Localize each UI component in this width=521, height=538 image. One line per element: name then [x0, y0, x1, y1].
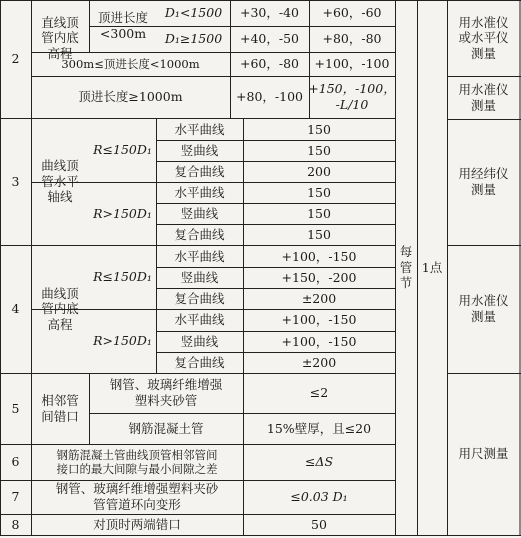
radius-condition: R≤150D₁ [93, 142, 152, 158]
tolerance-value: +30，-40 [239, 5, 299, 21]
inspection-method: 用尺测量 [458, 446, 509, 462]
length-condition: 顶进长度≥1000m [78, 89, 183, 105]
tolerance-value: +40，-50 [239, 31, 299, 47]
row-number: 2 [11, 51, 20, 67]
length-condition: 300m≤顶进长度<1000m [61, 56, 200, 71]
tolerance-value: ±200 [301, 290, 337, 306]
tolerance-value: ±200 [301, 354, 337, 370]
curve-type: 水平曲线 [174, 248, 225, 264]
curve-type: 复合曲线 [174, 226, 225, 242]
curve-type: 复合曲线 [174, 163, 225, 179]
row-number: 8 [11, 516, 20, 532]
diameter-condition: D₁<1500 [164, 5, 223, 21]
item-name: 曲线顶 管内底 高程 [41, 285, 79, 332]
row-number: 6 [11, 454, 20, 470]
curve-type: 竖曲线 [180, 142, 219, 158]
inspection-method: 用水准仪 或水平仪 测量 [458, 14, 509, 61]
tolerance-value: +100，-100 [314, 56, 390, 72]
item-name: 对顶时两端错口 [93, 516, 181, 532]
tolerance-value: 150 [307, 205, 331, 221]
curve-type: 竖曲线 [180, 333, 219, 349]
pipe-type: 钢管、玻璃纤维增强 塑料夹砂管 [109, 377, 223, 408]
row-number: 4 [11, 301, 20, 317]
curve-type: 竖曲线 [180, 205, 219, 221]
radius-condition: R≤150D₁ [93, 269, 152, 285]
tolerance-value: +60，-80 [239, 56, 299, 72]
inspection-scope: 每 管 节 [399, 244, 413, 291]
radius-condition: R>150D₁ [93, 205, 152, 221]
inspection-points: 1点 [421, 259, 443, 275]
tolerance-value: +100，-150 [281, 312, 357, 328]
tolerance-value: +100，-150 [281, 248, 357, 264]
curve-type: 水平曲线 [174, 184, 225, 200]
item-name: 直线顶 管内底 高程 [41, 14, 79, 61]
tolerance-value: 150 [307, 121, 331, 137]
item-name: 钢管、玻璃纤维增强塑料夹砂 管管道环向变形 [55, 481, 219, 512]
inspection-method: 用经纬仪 测量 [458, 166, 509, 197]
tolerance-value: 50 [311, 516, 327, 532]
curve-type: 复合曲线 [174, 290, 225, 306]
tolerance-value: 150 [307, 184, 331, 200]
tolerance-value: ≤2 [309, 385, 329, 401]
item-name: 相邻管 间错口 [41, 392, 79, 424]
tolerance-value: +80，-80 [322, 31, 382, 47]
curve-type: 复合曲线 [174, 354, 225, 370]
tolerance-value: 200 [307, 163, 331, 179]
tolerance-value: 150 [307, 142, 331, 158]
tolerance-value: +80，-100 [236, 89, 303, 105]
tolerance-value: +100，-150 [281, 333, 357, 349]
tolerance-value: +60，-60 [322, 5, 382, 21]
row-number: 3 [11, 173, 20, 189]
diameter-condition: D₁≥1500 [164, 31, 223, 47]
item-name: 曲线顶 管水平 轴线 [41, 158, 79, 205]
tolerance-value: ≤0.03 D₁ [290, 489, 348, 505]
curve-type: 水平曲线 [174, 312, 225, 328]
curve-type: 水平曲线 [174, 121, 225, 137]
row-number: 7 [11, 489, 20, 505]
tolerance-value: +150，-200 [281, 269, 357, 285]
curve-type: 竖曲线 [180, 269, 219, 285]
tolerance-value: 15%壁厚，且≤20 [266, 420, 372, 436]
length-condition: 顶进长度 <300m [97, 10, 148, 41]
tolerance-value: +150，-100， -L/10 [308, 81, 396, 112]
row-number: 5 [11, 400, 20, 416]
tolerance-value: 150 [307, 226, 331, 242]
item-name: 钢筋混凝土管曲线顶管相邻管间 接口的最大间隙与最小间隙之差 [56, 447, 218, 476]
tolerance-value: ≤ΔS [304, 454, 334, 470]
inspection-method: 用水准仪 测量 [458, 293, 509, 324]
radius-condition: R>150D₁ [93, 333, 152, 349]
pipe-type: 钢筋混凝土管 [128, 420, 204, 436]
inspection-method: 用水准仪 测量 [458, 81, 509, 113]
